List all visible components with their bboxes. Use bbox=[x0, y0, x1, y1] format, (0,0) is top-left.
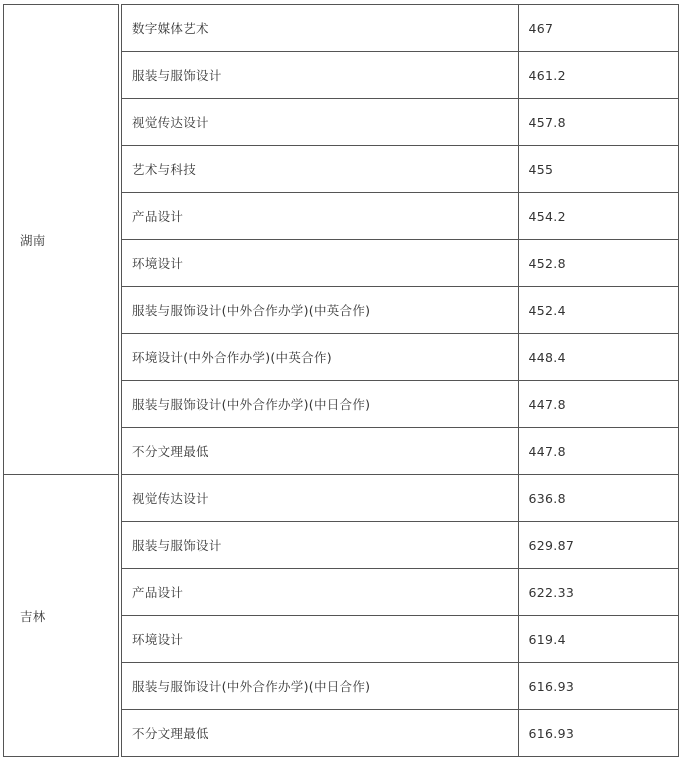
major-cell: 环境设计(中外合作办学)(中英合作) bbox=[122, 334, 519, 381]
major-cell: 服装与服饰设计(中外合作办学)(中日合作) bbox=[122, 663, 519, 710]
major-cell: 产品设计 bbox=[122, 569, 519, 616]
major-cell: 不分文理最低 bbox=[122, 428, 519, 475]
score-cell: 629.87 bbox=[518, 522, 678, 569]
score-cell: 616.93 bbox=[518, 663, 678, 710]
major-cell: 环境设计 bbox=[122, 616, 519, 663]
score-cell: 448.4 bbox=[518, 334, 678, 381]
province-cell: 湖南 bbox=[4, 5, 119, 475]
province-cell: 吉林 bbox=[4, 475, 119, 757]
score-table bbox=[3, 4, 679, 757]
score-cell: 461.2 bbox=[518, 52, 678, 99]
score-cell: 467 bbox=[518, 5, 678, 52]
major-cell: 不分文理最低 bbox=[122, 710, 519, 757]
major-cell: 环境设计 bbox=[122, 240, 519, 287]
score-cell: 447.8 bbox=[518, 381, 678, 428]
score-cell: 447.8 bbox=[518, 428, 678, 475]
major-cell: 服装与服饰设计 bbox=[122, 522, 519, 569]
score-table-body bbox=[4, 5, 679, 757]
score-cell: 457.8 bbox=[518, 99, 678, 146]
major-cell: 服装与服饰设计(中外合作办学)(中日合作) bbox=[122, 381, 519, 428]
major-cell: 视觉传达设计 bbox=[122, 475, 519, 522]
major-cell: 艺术与科技 bbox=[122, 146, 519, 193]
score-cell: 616.93 bbox=[518, 710, 678, 757]
score-cell: 636.8 bbox=[518, 475, 678, 522]
score-cell: 455 bbox=[518, 146, 678, 193]
score-cell: 622.33 bbox=[518, 569, 678, 616]
score-cell: 619.4 bbox=[518, 616, 678, 663]
major-cell: 服装与服饰设计(中外合作办学)(中英合作) bbox=[122, 287, 519, 334]
major-cell: 服装与服饰设计 bbox=[122, 52, 519, 99]
major-cell: 产品设计 bbox=[122, 193, 519, 240]
table-row bbox=[4, 475, 679, 522]
score-cell: 452.8 bbox=[518, 240, 678, 287]
major-cell: 数字媒体艺术 bbox=[122, 5, 519, 52]
table-row bbox=[4, 5, 679, 52]
score-cell: 452.4 bbox=[518, 287, 678, 334]
score-cell: 454.2 bbox=[518, 193, 678, 240]
major-cell: 视觉传达设计 bbox=[122, 99, 519, 146]
